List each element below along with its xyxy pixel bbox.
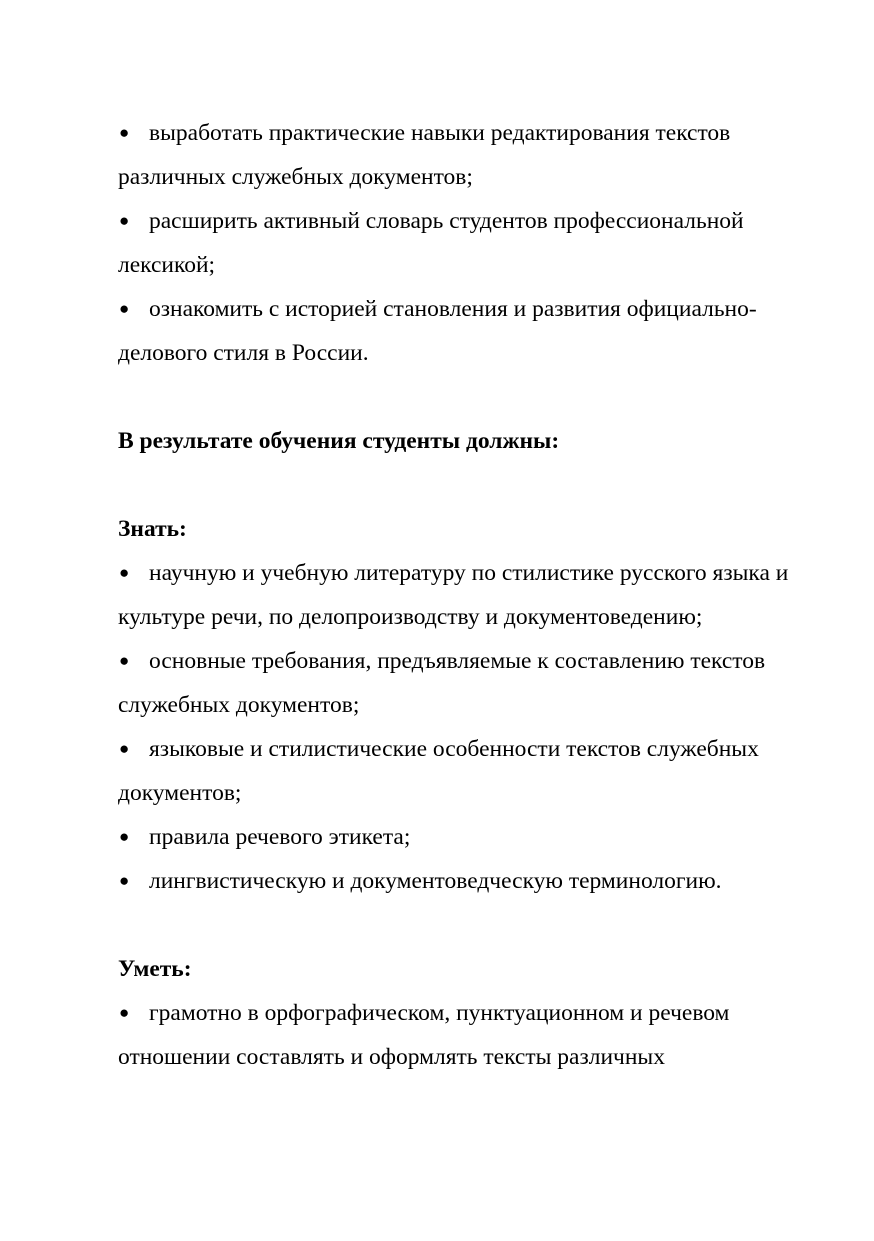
list-item-text: основные требования, предъявляемые к составлению текстов служебных документов; [118, 648, 766, 718]
list-item [118, 859, 828, 903]
list-item [118, 727, 828, 815]
bullet-icon: ● [119, 827, 130, 846]
list-item [118, 111, 828, 199]
list-item-text: расширить активный словарь студентов профессиональной лексикой; [118, 208, 744, 278]
list-item [118, 991, 828, 1079]
results-heading: В результате обучения студенты должны: [118, 428, 560, 454]
list-item-text: грамотно в орфографическом, пунктуационном и речевом отношении составлять и оформлять тексты различных [118, 1000, 730, 1070]
bullet-icon: ● [119, 871, 130, 890]
spacer [118, 463, 828, 507]
list-item-text: ознакомить с историей становления и развития официально-делового стиля в России. [118, 296, 757, 366]
list-item-text: научную и учебную литературу по стилистике русского языка и культуре речи, по делопроизводству и документоведению; [118, 560, 789, 630]
list-item [118, 815, 828, 859]
list-item-text: языковые и стилистические особенности текстов служебных документов; [118, 736, 759, 806]
list-item [118, 199, 828, 287]
document-page [118, 111, 828, 1079]
list-item [118, 551, 828, 639]
list-item-text: лингвистическую и документоведческую терминологию. [149, 868, 722, 894]
bullet-icon: ● [119, 211, 130, 230]
bullet-icon: ● [119, 651, 130, 670]
bullet-icon: ● [119, 739, 130, 758]
know-heading: Знать: [118, 516, 187, 542]
spacer [118, 903, 828, 947]
list-item [118, 639, 828, 727]
bullet-icon: ● [119, 1003, 130, 1022]
list-item-text: правила речевого этикета; [149, 824, 411, 850]
bullet-icon: ● [119, 299, 130, 318]
bullet-icon: ● [119, 563, 130, 582]
can-heading: Уметь: [118, 956, 192, 982]
list-item [118, 287, 828, 375]
spacer [118, 375, 828, 419]
list-item-text: выработать практические навыки редактирования текстов различных служебных документов; [118, 120, 731, 190]
bullet-icon: ● [119, 123, 130, 142]
